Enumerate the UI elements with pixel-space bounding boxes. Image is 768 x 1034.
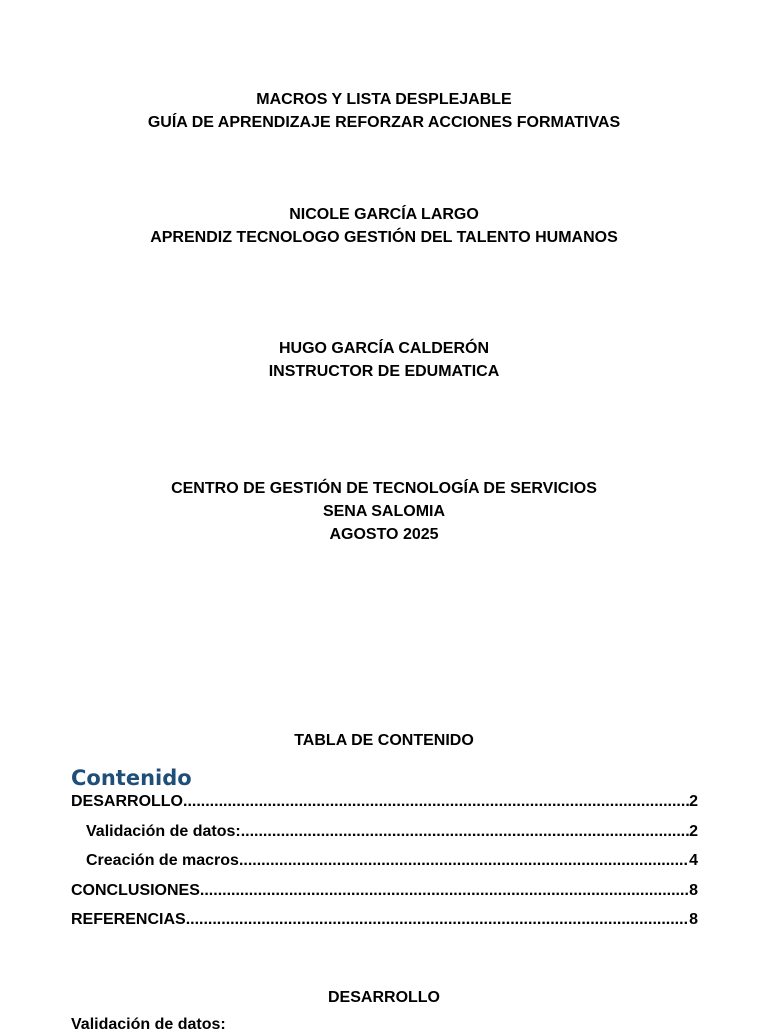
toc-entry-title: DESARROLLO	[71, 793, 183, 810]
toc-leader-dots	[186, 911, 689, 929]
instructor-block	[0, 337, 768, 383]
toc-leader-dots	[183, 793, 689, 811]
document-subtitle: GUÍA DE APRENDIZAJE REFORZAR ACCIONES FORMATIVAS	[147, 114, 621, 131]
section-heading-desarrollo: DESARROLLO	[328, 989, 440, 1006]
toc-section-title-block	[0, 729, 768, 752]
toc-entry-title: Validación de datos:	[86, 822, 241, 840]
author-block	[0, 203, 768, 249]
toc-entry-desarrollo[interactable]	[71, 793, 698, 823]
toc-entry-page: 8	[689, 911, 698, 928]
institution-branch: SENA SALOMIA	[322, 503, 446, 520]
toc-heading: Contenido	[71, 766, 192, 790]
subheading-validacion: Validación de datos:	[71, 1016, 226, 1033]
table-of-contents	[71, 793, 698, 941]
institution-name: CENTRO DE GESTIÓN DE TECNOLOGÍA DE SERVICIOS	[171, 480, 597, 497]
author-role: APRENDIZ TECNOLOGO GESTIÓN DEL TALENTO HUMANOS	[150, 229, 618, 246]
institution-block	[0, 477, 768, 546]
document-title-block	[0, 88, 768, 134]
document-date: AGOSTO 2025	[329, 526, 439, 543]
toc-entry-validacion[interactable]	[71, 823, 698, 853]
toc-entry-macros[interactable]	[71, 852, 698, 882]
toc-leader-dots	[239, 852, 689, 870]
toc-entry-conclusiones[interactable]	[71, 882, 698, 912]
toc-entry-title: REFERENCIAS	[71, 911, 186, 928]
toc-section-title: TABLA DE CONTENIDO	[294, 732, 474, 749]
toc-entry-title: Creación de macros	[86, 852, 239, 869]
toc-entry-page: 2	[689, 793, 698, 810]
instructor-name: HUGO GARCÍA CALDERÓN	[278, 340, 490, 357]
toc-entry-title: CONCLUSIONES	[71, 881, 200, 899]
instructor-role: INSTRUCTOR DE EDUMATICA	[268, 363, 500, 380]
toc-entry-page: 4	[689, 852, 698, 869]
toc-leader-dots	[241, 823, 689, 841]
author-name: NICOLE GARCÍA LARGO	[289, 206, 479, 223]
toc-entry-page: 8	[689, 881, 698, 899]
toc-entry-referencias[interactable]	[71, 911, 698, 941]
section-heading-block	[0, 986, 768, 1009]
toc-leader-dots	[200, 882, 689, 900]
document-title: MACROS Y LISTA DESPLEJABLE	[256, 91, 512, 108]
toc-entry-page: 2	[689, 822, 698, 840]
